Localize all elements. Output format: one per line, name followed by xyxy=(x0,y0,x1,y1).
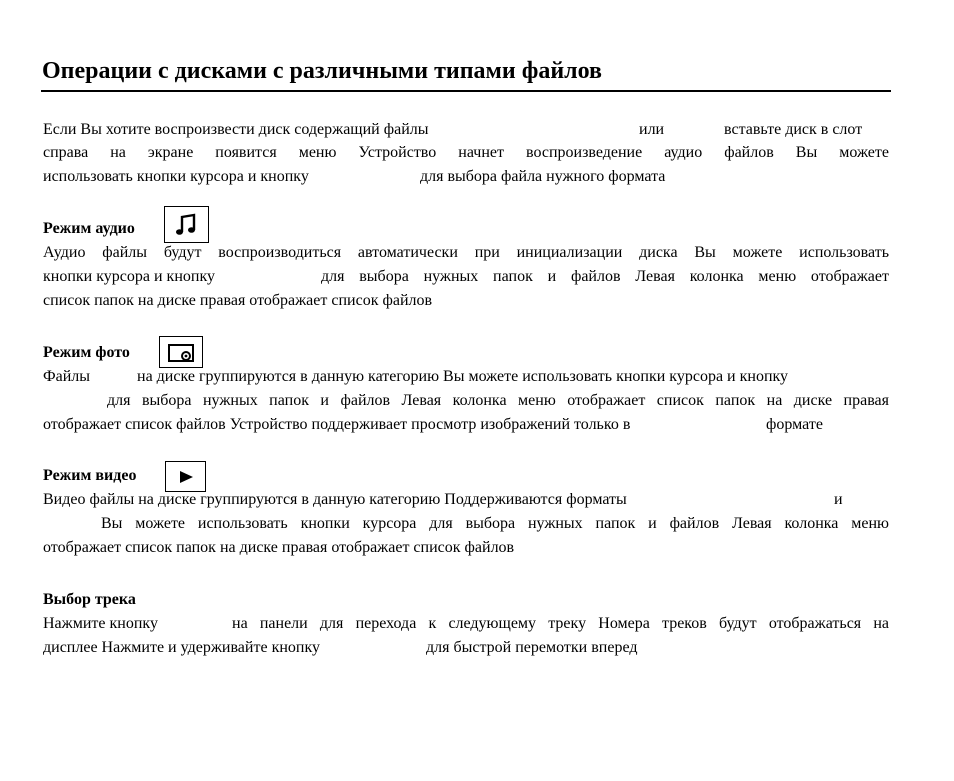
photo-icon xyxy=(159,336,203,368)
audio-line-1: Аудио файлы будут воспроизводиться автоматически при инициализации диска Вы можете использовать xyxy=(43,244,889,261)
music-note-icon xyxy=(164,206,209,243)
photo-icon-glyph xyxy=(167,341,195,363)
intro-text-3b: для выбора файла нужного формата xyxy=(420,168,666,185)
photo-text-2: для выбора нужных папок и файлов Левая колонка меню отображает список папок на диске правая xyxy=(107,392,889,409)
video-line-3: отображает список папок на диске правая отображает список файлов xyxy=(43,539,515,556)
photo-heading: Режим фото xyxy=(43,344,130,361)
track-heading: Выбор трека xyxy=(43,591,136,608)
video-heading: Режим видео xyxy=(43,467,137,484)
track-text-1a: Нажмите кнопку xyxy=(43,615,158,632)
audio-line-3: список папок на диске правая отображает список файлов xyxy=(43,292,433,309)
play-icon xyxy=(165,461,206,492)
page-title: Операции с дисками с различными типами файлов xyxy=(42,58,602,84)
photo-text-1b: на диске группируются в данную категорию Вы можете использовать кнопки курсора и кнопку xyxy=(137,368,789,385)
track-text-1b: на панели для перехода к следующему треку Номера треков будут отображаться на xyxy=(232,615,889,632)
audio-text-2b: для выбора нужных папок и файлов Левая колонка меню отображает xyxy=(321,268,889,285)
track-text-2a: дисплее Нажмите и удерживайте кнопку xyxy=(43,639,321,656)
intro-text-1b: или xyxy=(639,121,665,138)
video-text-1b: и xyxy=(834,491,843,508)
audio-heading: Режим аудио xyxy=(43,220,135,237)
audio-text-2a: кнопки курсора и кнопку xyxy=(43,268,215,285)
track-text-2b: для быстрой перемотки вперед xyxy=(426,639,638,656)
intro-line-2: справа на экране появится меню Устройство начнет воспроизведение аудио файлов Вы можете xyxy=(43,144,889,161)
music-note-icon-glyph xyxy=(174,212,200,238)
play-icon-glyph xyxy=(178,470,194,484)
intro-text-1c: вставьте диск в слот xyxy=(724,121,863,138)
video-text-1a: Видео файлы на диске группируются в данную категорию Поддерживаются форматы xyxy=(43,491,627,508)
video-text-2: Вы можете использовать кнопки курсора для выбора нужных папок и файлов Левая колонка меню xyxy=(101,515,889,532)
intro-text-3a: использовать кнопки курсора и кнопку xyxy=(43,168,309,185)
photo-text-3a: отображает список файлов Устройство поддерживает просмотр изображений только в xyxy=(43,416,631,433)
photo-text-1a: Файлы xyxy=(43,368,91,385)
intro-text-1a: Если Вы хотите воспроизвести диск содержащий файлы xyxy=(43,121,429,138)
photo-text-3b: формате xyxy=(766,416,823,433)
title-rule xyxy=(41,90,891,92)
